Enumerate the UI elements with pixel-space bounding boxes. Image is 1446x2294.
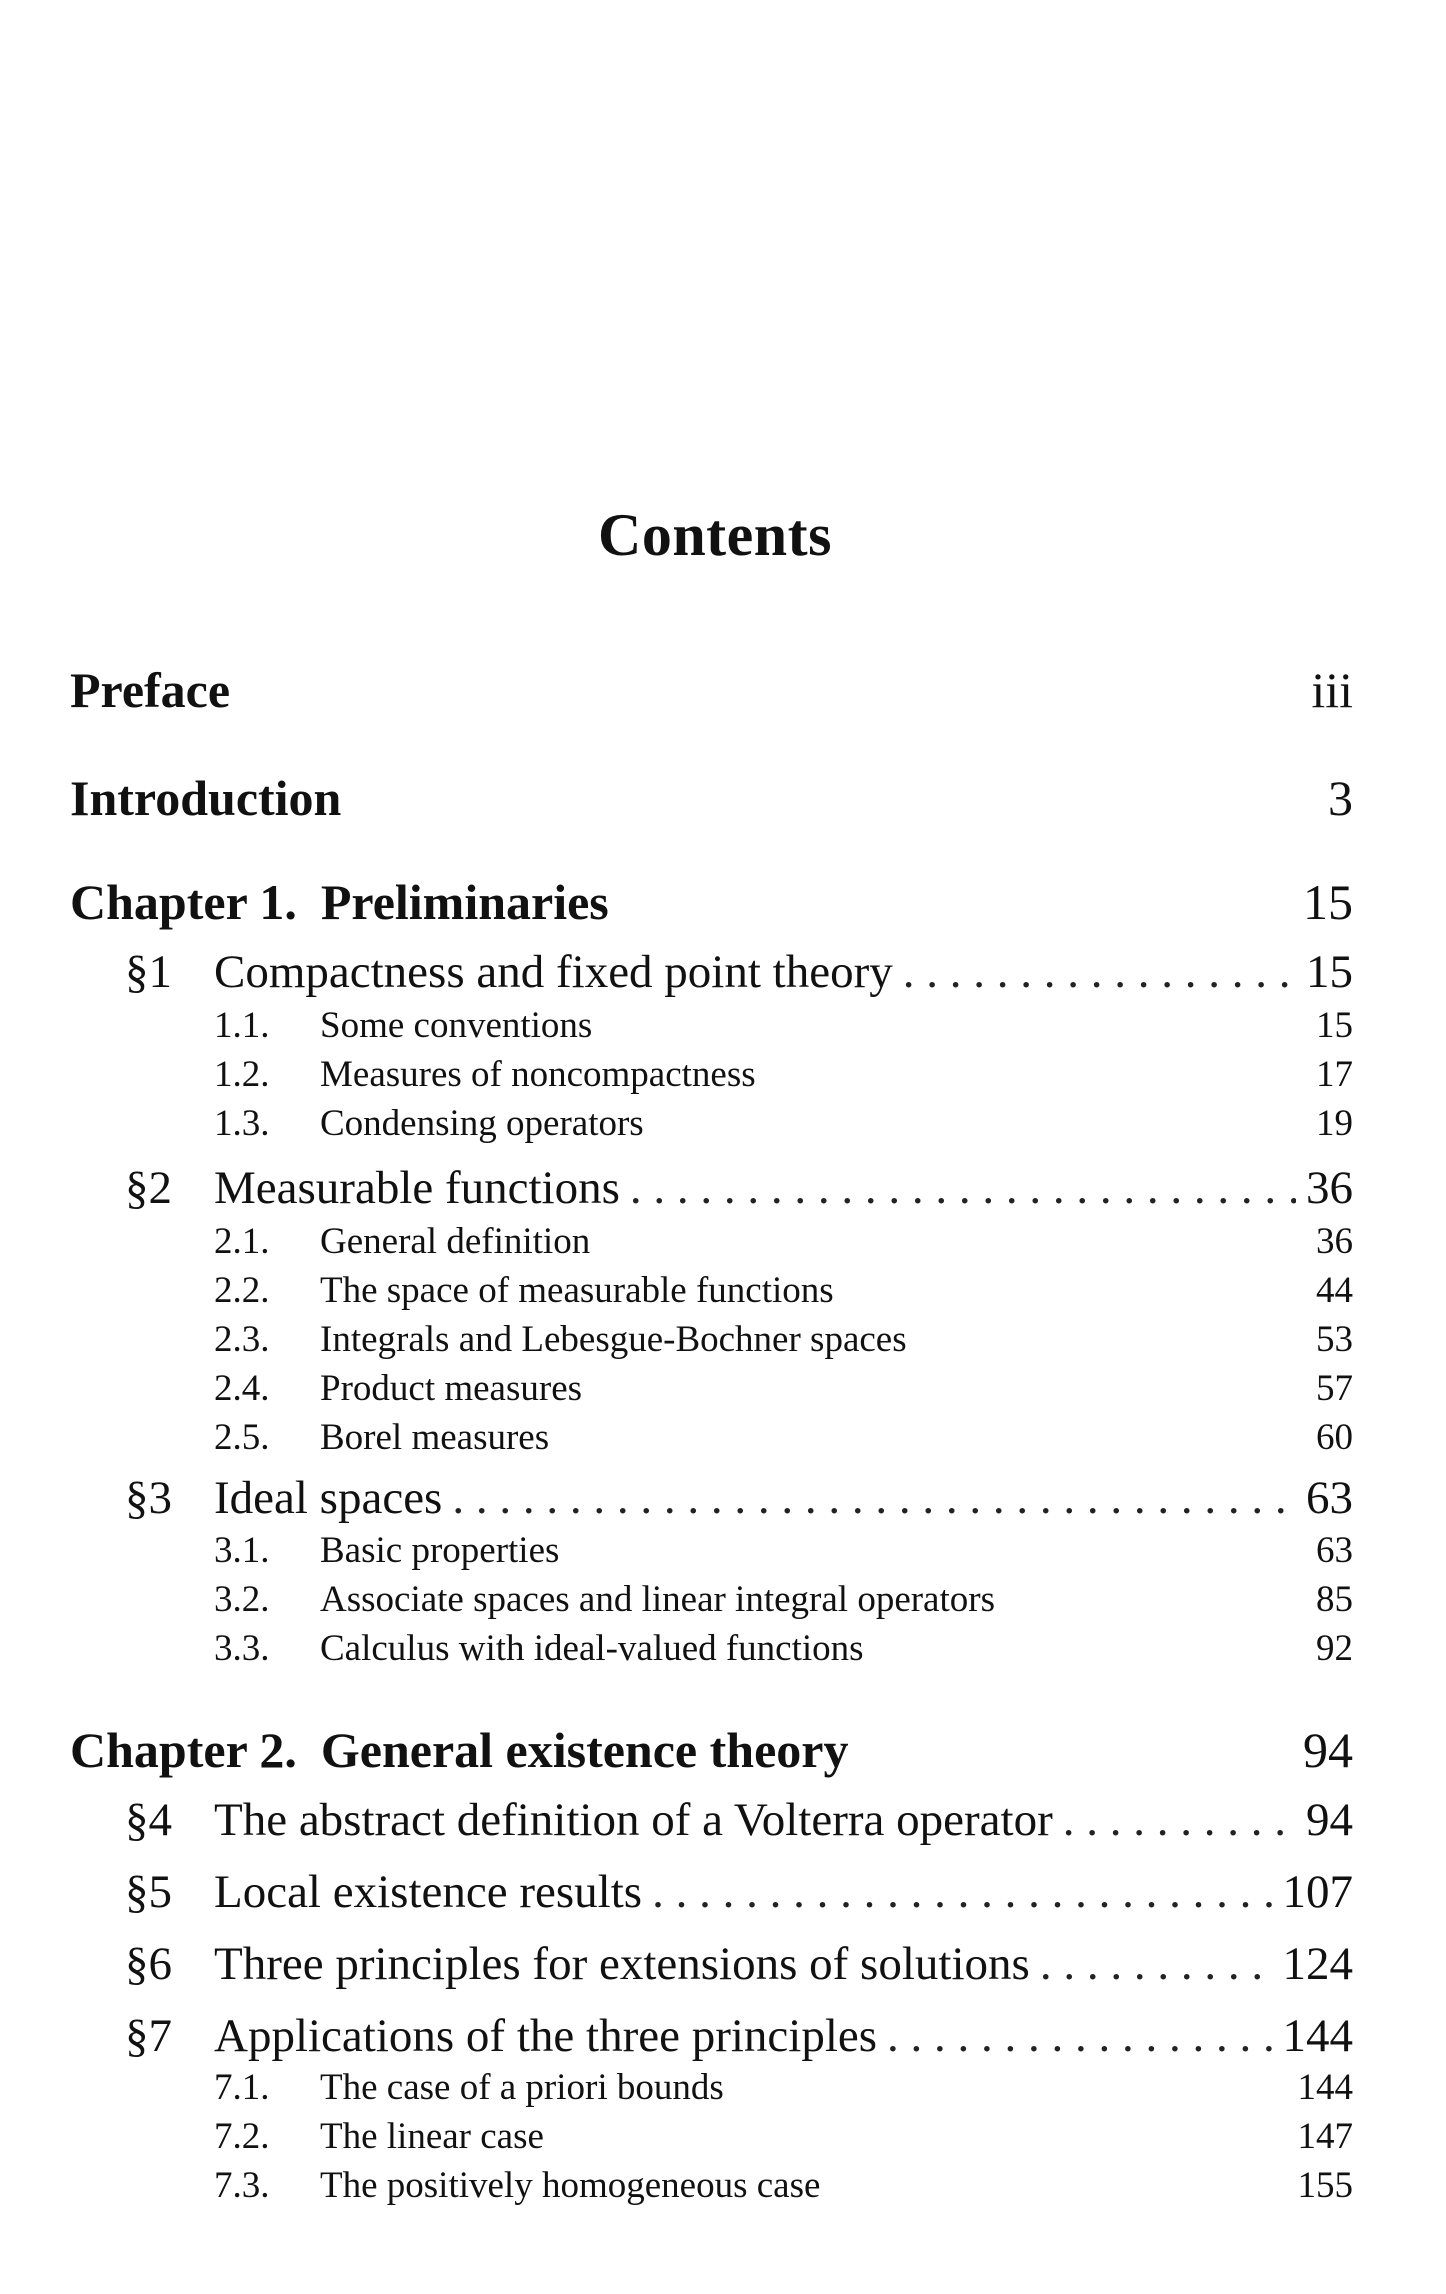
toc-entry-page: 147: [1297, 2116, 1353, 2157]
toc-subsection[interactable]: [70, 1052, 1353, 1098]
subsection-number: 1.3.: [214, 1103, 270, 1144]
toc-subsection[interactable]: [70, 1577, 1353, 1623]
subsection-number: 1.2.: [214, 1054, 270, 1095]
toc-entry-label: Introduction: [70, 770, 342, 826]
toc-entry-page: 144: [1297, 2067, 1353, 2108]
subsection-title: Basic properties: [320, 1530, 560, 1571]
toc-section-4[interactable]: [70, 1792, 1353, 1848]
toc-entry-label: Preface: [70, 662, 231, 718]
toc-subsection[interactable]: [70, 1626, 1353, 1672]
toc-entry-page: 155: [1297, 2165, 1353, 2206]
toc-subsection[interactable]: [70, 1003, 1353, 1049]
section-title: Applications of the three principles: [214, 2010, 878, 2062]
toc-subsection[interactable]: [70, 1317, 1353, 1363]
toc-section-2[interactable]: [70, 1160, 1353, 1216]
chapter-number: Chapter 2.: [70, 1722, 297, 1778]
toc-entry-page: 36: [1316, 1221, 1353, 1262]
subsection-number: 7.3.: [214, 2165, 270, 2206]
toc-chapter-1[interactable]: [70, 872, 1353, 932]
toc-entry-page: 107: [1282, 1866, 1353, 1918]
section-title: Compactness and fixed point theory: [214, 946, 893, 998]
chapter-title: Preliminaries: [320, 874, 609, 930]
dot-leader: [452, 1470, 1296, 1526]
toc-entry-page: 92: [1316, 1628, 1353, 1669]
toc-entry-page: 60: [1316, 1417, 1353, 1458]
section-mark: §3: [125, 1472, 172, 1524]
dot-leader: [1040, 1936, 1273, 1992]
toc-entry-introduction[interactable]: [70, 768, 1353, 828]
toc-entry-preface[interactable]: [70, 660, 1353, 720]
toc-entry-page: 15: [1303, 874, 1353, 930]
subsection-title: Product measures: [320, 1368, 583, 1409]
subsection-title: Measures of noncompactness: [320, 1054, 756, 1095]
dot-leader: [903, 944, 1296, 1000]
toc-entry-page: 63: [1316, 1530, 1353, 1571]
subsection-number: 7.1.: [214, 2067, 270, 2108]
toc-section-7[interactable]: [70, 2008, 1353, 2064]
subsection-number: 2.1.: [214, 1221, 270, 1262]
toc-subsection[interactable]: [70, 1219, 1353, 1265]
toc-entry-page: 17: [1316, 1054, 1353, 1095]
subsection-number: 3.3.: [214, 1628, 270, 1669]
subsection-title: The linear case: [320, 2116, 544, 2157]
subsection-title: The positively homogeneous case: [320, 2165, 821, 2206]
toc-section-3[interactable]: [70, 1470, 1353, 1526]
toc-entry-page: 19: [1316, 1103, 1353, 1144]
toc-entry-page: 94: [1306, 1794, 1353, 1846]
toc-entry-page: 124: [1282, 1938, 1353, 1990]
section-mark: §2: [125, 1162, 172, 1214]
subsection-number: 3.2.: [214, 1579, 270, 1620]
toc-subsection[interactable]: [70, 2163, 1353, 2209]
subsection-title: The space of measurable functions: [320, 1270, 834, 1311]
dot-leader: [1063, 1792, 1296, 1848]
dot-leader: [652, 1864, 1272, 1920]
toc-subsection[interactable]: [70, 1366, 1353, 1412]
subsection-title: The case of a priori bounds: [320, 2067, 724, 2108]
toc-entry-page: 57: [1316, 1368, 1353, 1409]
subsection-title: Borel measures: [320, 1417, 550, 1458]
chapter-number: Chapter 1.: [70, 874, 297, 930]
toc-chapter-2[interactable]: [70, 1720, 1353, 1780]
toc-entry-page: 144: [1282, 2010, 1353, 2062]
toc-subsection[interactable]: [70, 1528, 1353, 1574]
subsection-title: Some conventions: [320, 1005, 593, 1046]
section-mark: §1: [125, 946, 172, 998]
toc-section-5[interactable]: [70, 1864, 1353, 1920]
subsection-title: General definition: [320, 1221, 591, 1262]
section-mark: §5: [125, 1866, 172, 1918]
section-mark: §4: [125, 1794, 172, 1846]
toc-subsection[interactable]: [70, 2065, 1353, 2111]
page-title: Contents: [597, 502, 832, 568]
section-title: Three principles for extensions of solutions: [214, 1938, 1030, 1990]
toc-subsection[interactable]: [70, 2114, 1353, 2160]
toc-entry-page: 36: [1306, 1162, 1353, 1214]
subsection-title: Calculus with ideal-valued functions: [320, 1628, 864, 1669]
section-title: Ideal spaces: [214, 1472, 443, 1524]
section-title: The abstract definition of a Volterra operator: [214, 1794, 1053, 1846]
dot-leader: [630, 1160, 1296, 1216]
subsection-number: 2.4.: [214, 1368, 270, 1409]
toc-entry-page: 3: [1328, 770, 1353, 826]
toc-entry-page: 85: [1316, 1579, 1353, 1620]
section-title: Measurable functions: [214, 1162, 620, 1214]
toc-entry-page: 15: [1306, 946, 1353, 998]
toc-entry-page: 53: [1316, 1319, 1353, 1360]
subsection-number: 7.2.: [214, 2116, 270, 2157]
toc-subsection[interactable]: [70, 1101, 1353, 1147]
subsection-title: Condensing operators: [320, 1103, 644, 1144]
subsection-number: 1.1.: [214, 1005, 270, 1046]
toc-entry-page: 63: [1306, 1472, 1353, 1524]
subsection-number: 3.1.: [214, 1530, 270, 1571]
toc-entry-page: 44: [1316, 1270, 1353, 1311]
subsection-number: 2.5.: [214, 1417, 270, 1458]
toc-subsection[interactable]: [70, 1268, 1353, 1314]
subsection-title: Associate spaces and linear integral operators: [320, 1579, 995, 1620]
toc-entry-page: 15: [1316, 1005, 1353, 1046]
toc-section-6[interactable]: [70, 1936, 1353, 1992]
subsection-number: 2.3.: [214, 1319, 270, 1360]
toc-section-1[interactable]: [70, 944, 1353, 1000]
section-mark: §6: [125, 1938, 172, 1990]
toc-subsection[interactable]: [70, 1415, 1353, 1461]
chapter-title: General existence theory: [320, 1722, 849, 1778]
section-mark: §7: [125, 2010, 172, 2062]
subsection-number: 2.2.: [214, 1270, 270, 1311]
subsection-title: Integrals and Lebesgue-Bochner spaces: [320, 1319, 907, 1360]
dot-leader: [887, 2008, 1272, 2064]
toc-entry-page: 94: [1303, 1722, 1353, 1778]
toc-entry-page: iii: [1311, 662, 1353, 718]
section-title: Local existence results: [214, 1866, 643, 1918]
